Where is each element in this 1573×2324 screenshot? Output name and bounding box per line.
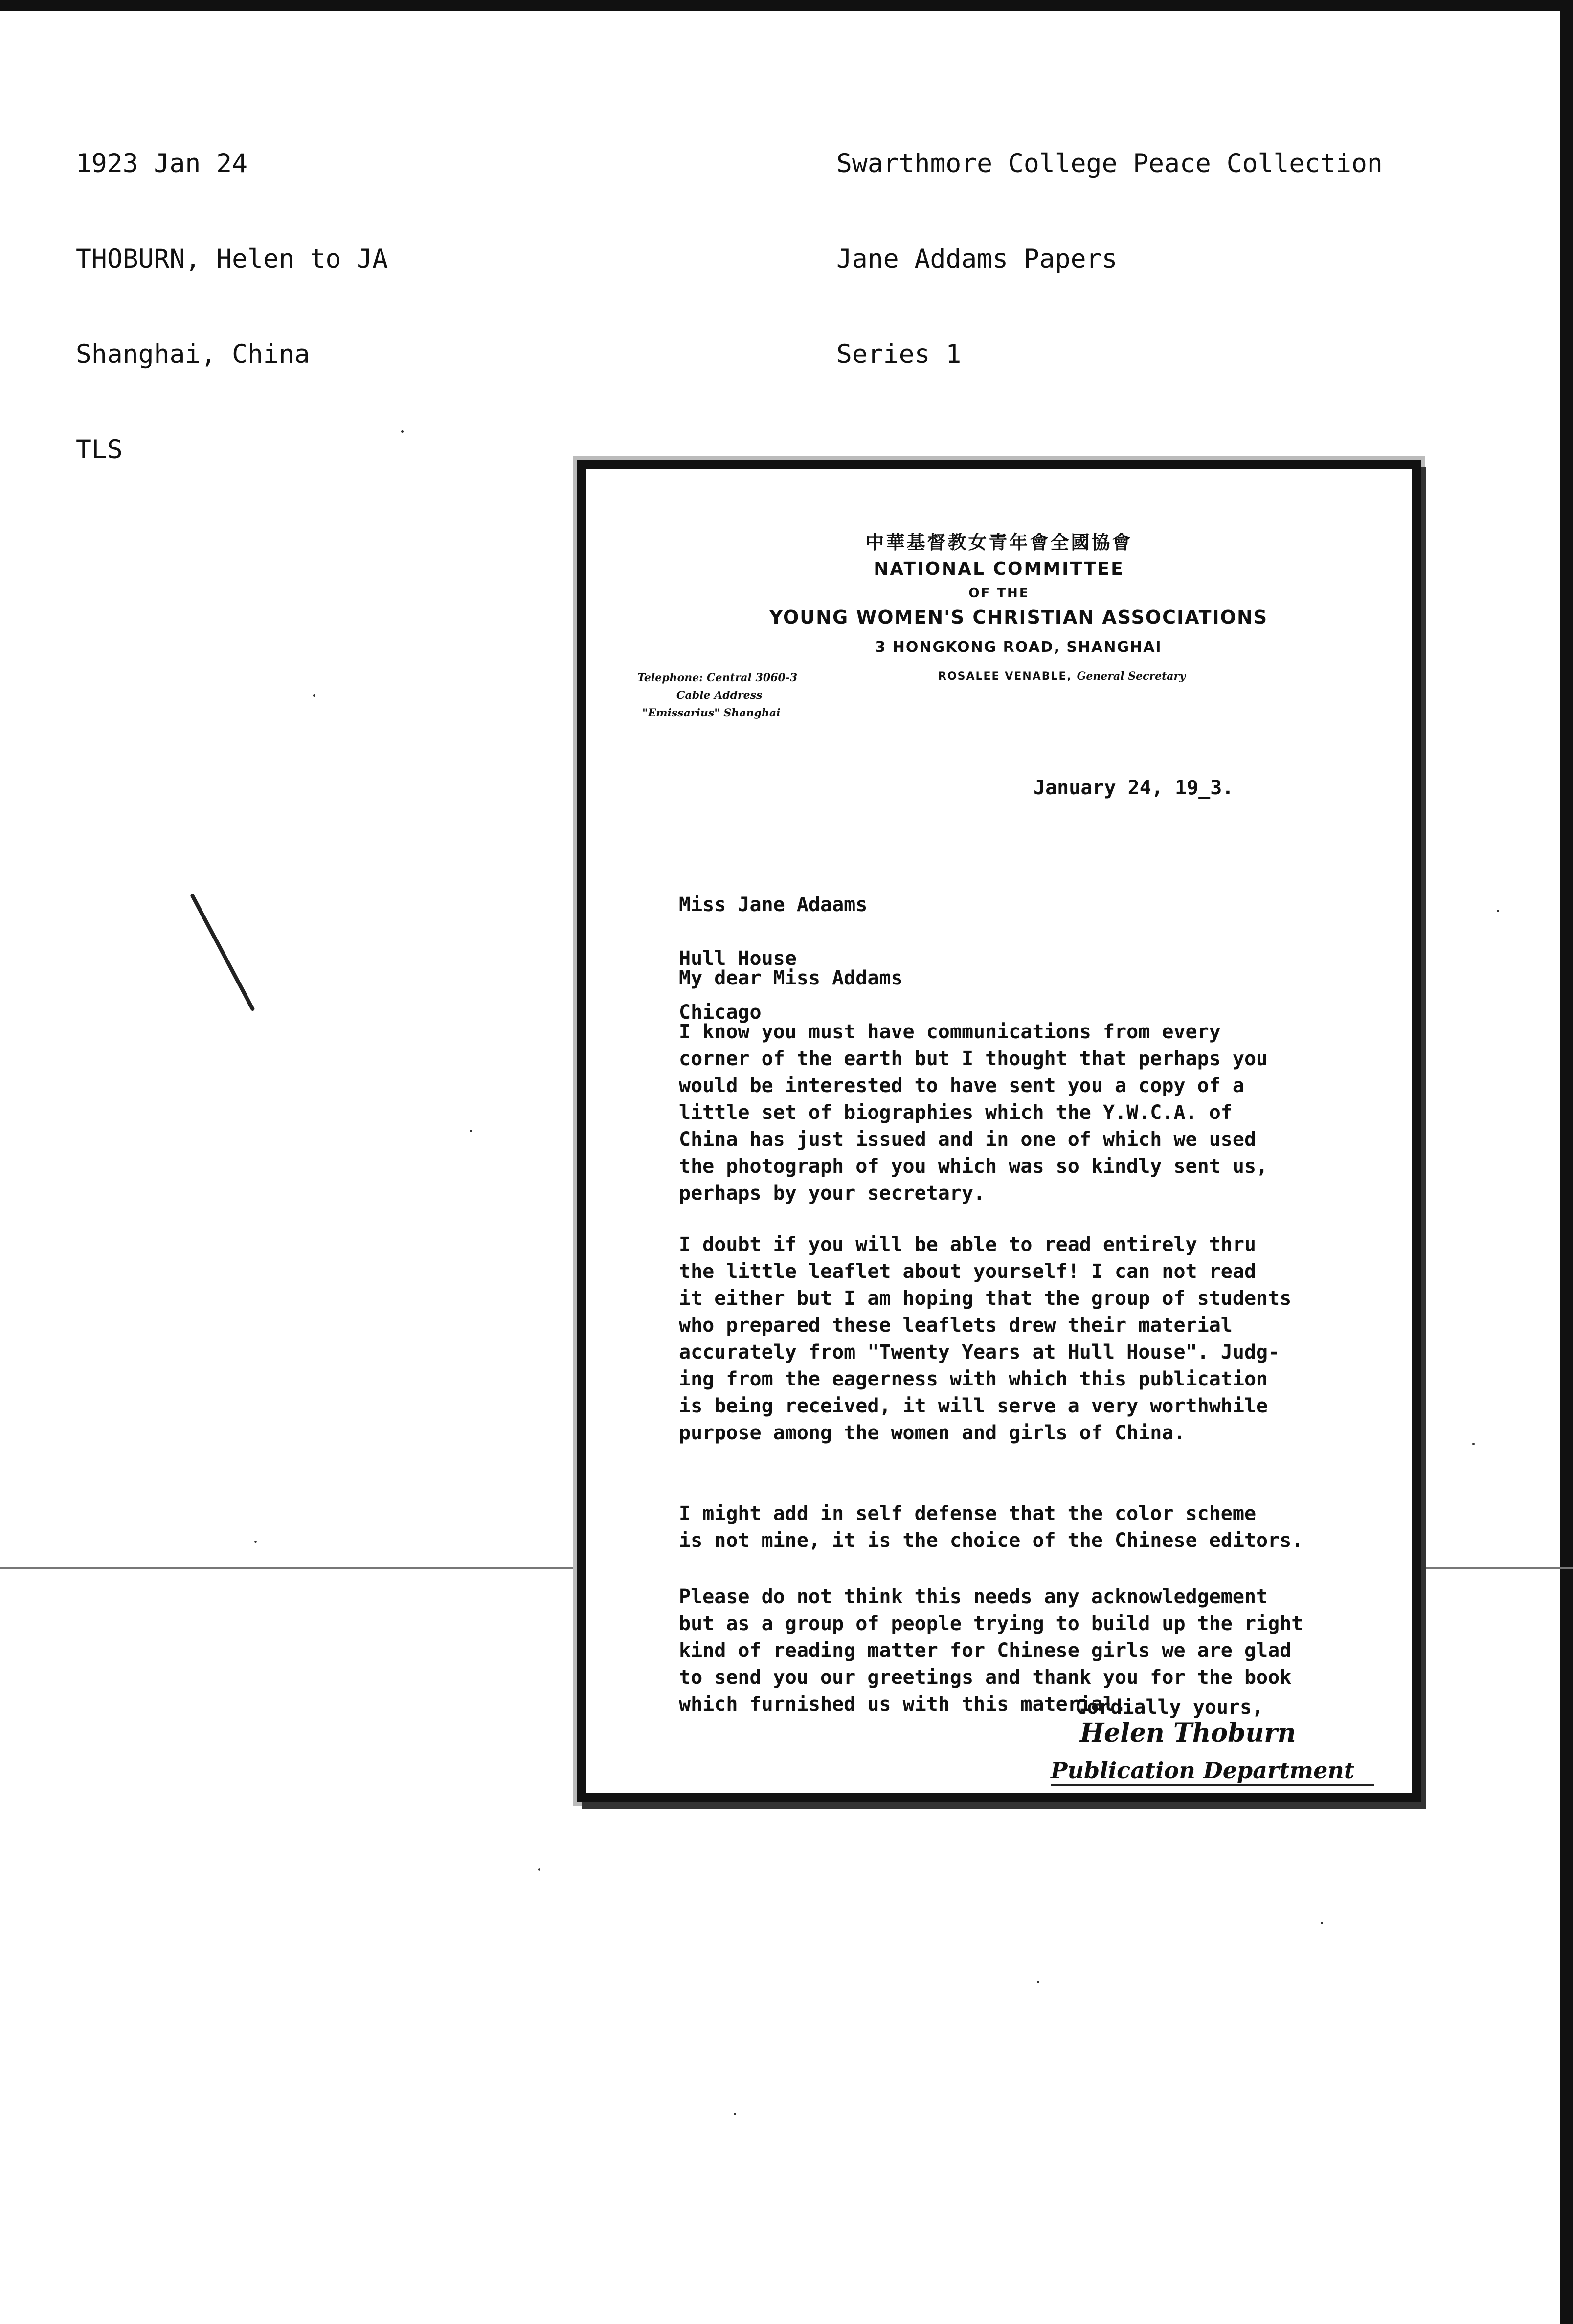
collection-label <box>836 84 1383 402</box>
collection-papers: Jane Addams Papers <box>836 244 1118 274</box>
collection-series: Series 1 <box>836 339 962 369</box>
signature: Helen Thoburn <box>1080 1718 1296 1748</box>
letterhead-telephone: Telephone: Central 3060-3 <box>637 671 798 684</box>
letterhead-contact <box>637 669 797 722</box>
archive-label <box>76 84 388 497</box>
scan-right-edge <box>1560 0 1573 2324</box>
scan-speck <box>538 1868 540 1871</box>
letterhead-cable-label: Cable Address <box>676 689 763 702</box>
scan-speck <box>401 430 404 433</box>
archive-date: 1923 Jan 24 <box>76 149 247 179</box>
recipient-name: Miss Jane Adaams <box>679 894 868 916</box>
archive-place: Shanghai, China <box>76 339 310 369</box>
scan-speck <box>1321 1922 1323 1924</box>
paragraph-4: Please do not think this needs any acknowledgement but as a group of people trying to build up the right kind of reading matter for Chinese girls we are glad to send you our greetings and thank you for the book which furnished us with this material. <box>679 1586 1303 1716</box>
recipient-house: Hull House <box>679 947 797 970</box>
pen-mark <box>190 893 255 1011</box>
letterhead-organization: YOUNG WOMEN'S CHRISTIAN ASSOCIATIONS <box>769 606 1268 628</box>
letterhead-secretary <box>938 670 1186 683</box>
letterhead-of-the: OF THE <box>968 586 1030 601</box>
closing: Cordially yours, <box>1075 1696 1264 1719</box>
salutation: My dear Miss Addams <box>679 967 903 989</box>
scan-speck <box>254 1541 257 1543</box>
archive-type: TLS <box>76 435 123 465</box>
scan-speck <box>1472 1443 1475 1445</box>
scan-speck <box>313 694 315 697</box>
letterhead-address: 3 HONGKONG ROAD, SHANGHAI <box>875 639 1162 656</box>
letterhead-committee: NATIONAL COMMITTEE <box>874 559 1124 579</box>
scan-top-edge <box>0 0 1573 11</box>
letter-sheet <box>577 460 1421 1802</box>
scan-speck <box>470 1130 472 1132</box>
archive-correspondents: THOBURN, Helen to JA <box>76 244 388 274</box>
recipient-city: Chicago <box>679 1001 762 1024</box>
letterhead-cable: "Emissarius" Shanghai <box>642 707 781 719</box>
scan-speck <box>1497 910 1499 912</box>
secretary-name: ROSALEE VENABLE, <box>938 670 1072 683</box>
scan-speck <box>734 2113 736 2115</box>
paragraph-3: I might add in self defense that the color scheme is not mine, it is the choice of the Chinese editors. <box>679 1502 1303 1552</box>
secretary-title: General Secretary <box>1077 670 1186 683</box>
collection-name: Swarthmore College Peace Collection <box>836 149 1383 179</box>
signature-department: Publication Department <box>1051 1757 1374 1786</box>
paragraph-1: I know you must have communications from every corner of the earth but I thought that perhaps you would be interested to have sent you a copy of a little set of biographies which the Y.W.C.A. of China has just issued and in one of which we used the photograph of you which was so kindly sent us, perhaps by your secretary. <box>679 1021 1268 1205</box>
paragraph-2: I doubt if you will be able to read entirely thru the little leaflet about yourself! I can not read it either but I am hoping that the group of students who prepared these leaflets drew their material accurately from "Twenty Years at Hull House". Judg- ing from the eagerness with which this publication is being received, it will serve a very worthwhile purpose among the women and girls of China. <box>679 1233 1292 1444</box>
letter-date: January 24, 19_3. <box>1034 777 1234 799</box>
scan-speck <box>1037 1981 1039 1983</box>
letterhead-chinese: 中華基督教女青年會全國協會 <box>865 532 1133 553</box>
